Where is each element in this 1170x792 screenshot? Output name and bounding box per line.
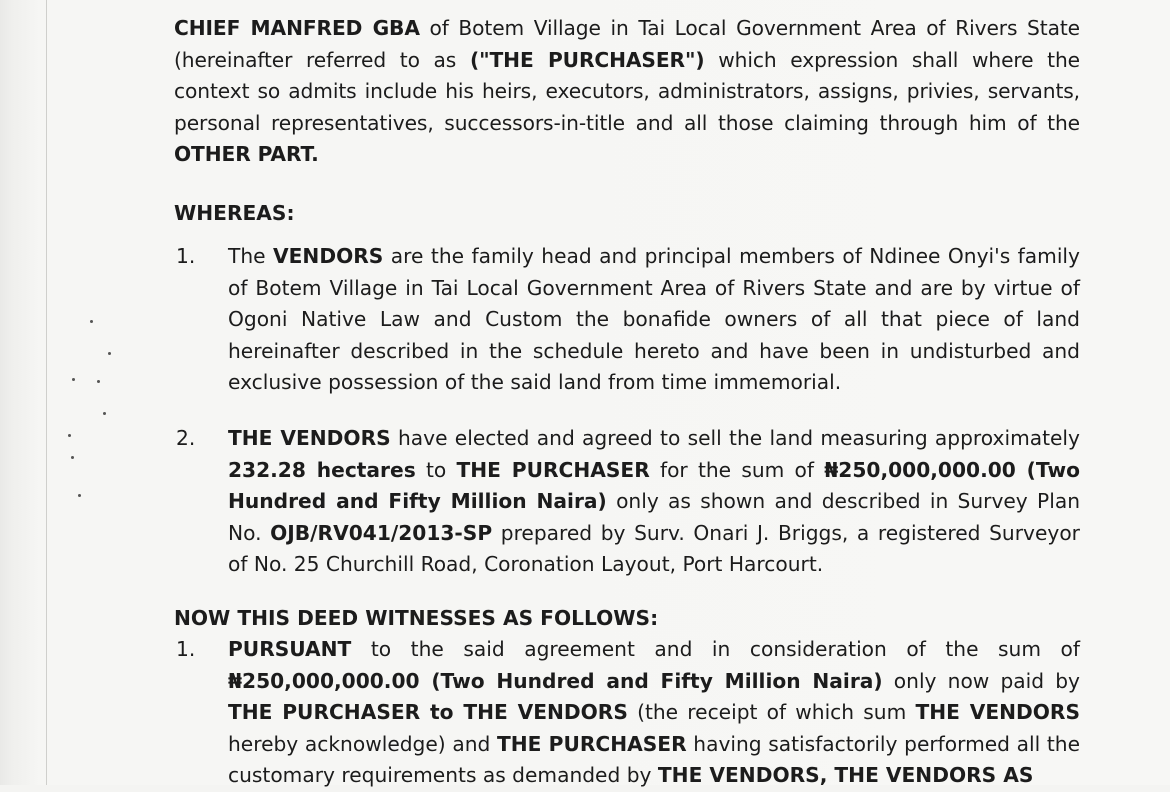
recital-text: prepared by Surv. Onari J. Briggs, a registered Surveyor of No. 25 Churchill Road, Coronation Layout, Port Harcourt.: [228, 520, 1080, 577]
recital-text: only as shown and described in Survey Plan No.: [228, 489, 1080, 545]
clause-text: (the receipt of which sum: [627, 700, 916, 725]
scan-speck: [78, 494, 81, 497]
purchaser-term: THE PURCHASER: [456, 457, 650, 482]
survey-plan-number: OJB/RV041/2013-SP: [270, 520, 493, 545]
scan-speck: [103, 412, 106, 415]
whereas-heading: WHEREAS:: [174, 201, 295, 225]
scan-speck: [97, 380, 100, 383]
purchaser-name: CHIEF MANFRED GBA: [174, 16, 420, 40]
vendors-term: THE VENDORS: [228, 426, 391, 450]
clause-item-1: [174, 634, 1080, 792]
purchaser-term: THE PURCHASER: [496, 731, 687, 756]
intro-paragraph: [174, 13, 1080, 171]
vendors-term: VENDORS: [273, 244, 384, 268]
recital-text: for the sum of: [649, 457, 825, 482]
recital-text: are the family head and principal members of Ndinee Onyi's family of Botem Village in Tai Local Government Area of Rivers State and are by virtue of Ogoni Native Law and Custom the bonafide owners of all that piece of land hereinafter described in the schedule hereto and have been in undisturbed and exclusive possession of the said land from time immemorial.: [228, 244, 1080, 395]
clause-number: 1.: [176, 637, 196, 661]
other-part-label: OTHER PART.: [174, 142, 319, 167]
clause-text: to the said agreement and in consideration of the sum of: [351, 637, 1080, 661]
recital-item-1: [174, 241, 1080, 399]
recital-number: 2.: [176, 426, 196, 450]
pursuant-term: PURSUANT: [228, 637, 352, 661]
intro-text-1: of Botem Village in Tai Local Government Area of Rivers State (hereinafter referred to as: [174, 16, 1080, 72]
recital-text: to: [415, 457, 457, 482]
purchaser-label: ("THE PURCHASER"): [469, 47, 705, 72]
scan-speck: [71, 456, 74, 459]
scan-speck: [68, 434, 71, 437]
vendors-term: THE VENDORS: [915, 700, 1081, 725]
payment-parties: THE PURCHASER to THE VENDORS: [228, 700, 628, 725]
scan-speck: [72, 378, 75, 381]
recital-item-2: [174, 423, 1080, 581]
witnesses-heading: NOW THIS DEED WITNESSES AS FOLLOWS:: [174, 606, 659, 630]
clause-text: only now paid by: [882, 668, 1080, 693]
land-area: 232.28 hectares: [228, 457, 416, 482]
recital-number: 1.: [176, 244, 196, 268]
clause-text: hereby acknowledge) and: [228, 731, 497, 756]
consideration-sum: ₦250,000,000.00 (Two Hundred and Fifty Million Naira): [228, 668, 883, 693]
clause-text: having satisfactorily performed all the customary requirements as demanded by: [228, 731, 1080, 788]
vendors-term: THE VENDORS, THE VENDORS AS: [657, 763, 1034, 788]
page-fold-line: [46, 0, 47, 785]
intro-text-2: which expression shall where the context so admits include his heirs, executors, administrators, assigns, privies, servants, personal representatives, successors-in-title and all those claiming through him of the: [174, 47, 1080, 135]
scan-speck: [108, 352, 111, 355]
purchase-sum: ₦250,000,000.00 (Two Hundred and Fifty Million Naira): [228, 457, 1080, 514]
scan-speck: [90, 320, 93, 323]
recital-text: have elected and agreed to sell the land measuring approximately: [390, 426, 1080, 450]
recital-text: The: [228, 244, 274, 268]
